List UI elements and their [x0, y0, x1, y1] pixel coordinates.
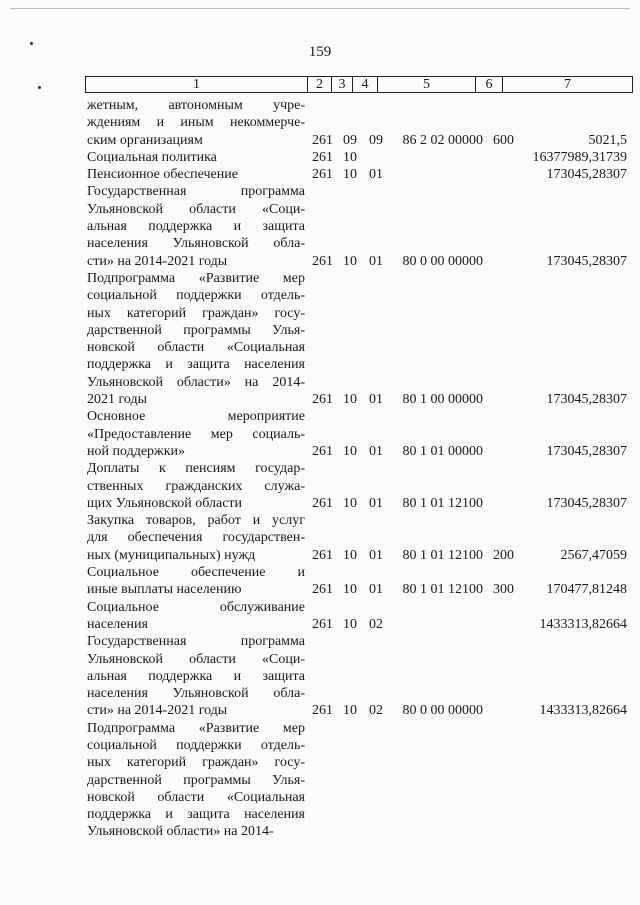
- description-line: иные выплаты населению: [87, 582, 242, 598]
- description-line: Государственная программа: [87, 184, 305, 200]
- column-header-name: 1: [86, 77, 308, 92]
- amount-cell: 16377989,31739: [532, 149, 627, 165]
- scan-speck: [38, 86, 41, 89]
- amount-cell: 2567,47059: [560, 547, 627, 563]
- description-line: альная поддержка и защита: [87, 219, 305, 235]
- column-header-admin: 2: [308, 77, 332, 92]
- description-line: Социальное обеспечение и: [87, 565, 305, 581]
- description-line: социальной поддержки отдель-: [87, 288, 305, 304]
- admin-code-cell: 261: [312, 703, 333, 719]
- description-line: населения: [87, 616, 148, 632]
- amount-cell: 1433313,82664: [539, 703, 627, 719]
- row-description: [87, 633, 305, 719]
- table-column-header-row: [85, 76, 633, 93]
- amount-cell: 173045,28307: [546, 392, 627, 408]
- row-description: [87, 97, 305, 149]
- expense-type-cell: 200: [493, 547, 514, 563]
- expense-type-cell: 300: [493, 582, 514, 598]
- table-row: [87, 149, 633, 166]
- table-row: [87, 460, 633, 512]
- column-header-expense-type: 6: [476, 77, 503, 92]
- section-cell: 10: [343, 253, 357, 269]
- table-row: [87, 633, 633, 719]
- target-article-cell: 80 0 00 00000: [402, 253, 483, 269]
- subsection-cell: 01: [369, 392, 383, 408]
- description-line: «Предоставление мер социаль-: [87, 426, 305, 442]
- description-line: социальной поддержки отдель-: [87, 737, 305, 753]
- description-line: Подпрограмма «Развитие мер: [87, 720, 305, 736]
- table-row: [87, 166, 633, 183]
- description-line: Закупка товаров, работ и услуг: [87, 513, 305, 529]
- target-article-cell: 86 2 02 00000: [402, 132, 483, 148]
- admin-code-cell: 261: [312, 443, 333, 459]
- section-cell: 10: [343, 616, 357, 632]
- amount-cell: 173045,28307: [546, 253, 627, 269]
- section-cell: 10: [343, 582, 357, 598]
- amount-cell: 5021,5: [588, 132, 627, 148]
- table-row: [87, 512, 633, 564]
- description-line: ственных гражданских служа-: [87, 478, 305, 494]
- admin-code-cell: 261: [312, 495, 333, 511]
- description-line: жетным, автономным учре-: [87, 98, 305, 113]
- description-line: щих Ульяновской области: [87, 495, 243, 511]
- row-description: [87, 599, 305, 634]
- description-line: населения Ульяновской обла-: [87, 236, 305, 252]
- admin-code-cell: 261: [312, 582, 333, 598]
- description-line: ной поддержки»: [87, 443, 185, 459]
- subsection-cell: 01: [369, 253, 383, 269]
- section-cell: 10: [343, 547, 357, 563]
- description-line: Доплаты к пенсиям государ-: [87, 461, 305, 477]
- description-line: Пенсионное обеспечение: [87, 167, 238, 183]
- description-line: альная поддержка и защита: [87, 668, 305, 684]
- row-description: [87, 183, 305, 269]
- description-line: сти» на 2014-2021 годы: [87, 703, 228, 719]
- description-line: поддержка и защита населения: [87, 357, 305, 373]
- description-line: новской области «Социальная: [87, 340, 305, 356]
- description-line: ных категорий граждан» госу-: [87, 305, 305, 321]
- row-description: [87, 270, 305, 408]
- target-article-cell: 80 1 00 00000: [402, 392, 483, 408]
- description-line: сти» на 2014-2021 годы: [87, 253, 228, 269]
- section-cell: 10: [343, 167, 357, 183]
- description-line: дарственной программы Улья-: [87, 772, 305, 788]
- description-line: Подпрограмма «Развитие мер: [87, 270, 305, 286]
- admin-code-cell: 261: [312, 547, 333, 563]
- column-header-amount: 7: [564, 77, 571, 92]
- expense-type-cell: 600: [493, 132, 514, 148]
- section-cell: 10: [343, 149, 357, 165]
- description-line: Государственная программа: [87, 634, 305, 650]
- subsection-cell: 01: [369, 582, 383, 598]
- section-cell: 10: [343, 443, 357, 459]
- description-line: 2021 годы: [87, 392, 148, 408]
- table-row: [87, 408, 633, 460]
- subsection-cell: 09: [369, 132, 383, 148]
- target-article-cell: 80 0 00 00000: [402, 703, 483, 719]
- section-cell: 09: [343, 132, 357, 148]
- description-line: населения Ульяновской обла-: [87, 686, 305, 702]
- amount-cell: 170477,81248: [546, 582, 627, 598]
- section-cell: 10: [343, 703, 357, 719]
- amount-cell: 173045,28307: [546, 167, 627, 183]
- budget-table-body: [87, 97, 633, 841]
- description-line: для обеспечения государствен-: [87, 530, 305, 546]
- admin-code-cell: 261: [312, 149, 333, 165]
- description-line: ским организациям: [87, 132, 203, 148]
- admin-code-cell: 261: [312, 132, 333, 148]
- description-line: Ульяновской области «Соци-: [87, 201, 305, 217]
- column-header-subsection: 4: [353, 77, 378, 92]
- subsection-cell: 02: [369, 703, 383, 719]
- amount-cell: 1433313,82664: [539, 616, 627, 632]
- description-line: ждениям и иным некоммерче-: [87, 115, 305, 131]
- row-description: [87, 166, 305, 183]
- subsection-cell: 01: [369, 443, 383, 459]
- scan-edge-line: [10, 8, 630, 9]
- row-description: [87, 564, 305, 599]
- section-cell: 10: [343, 495, 357, 511]
- description-line: Ульяновской области» на 2014-: [87, 374, 305, 390]
- admin-code-cell: 261: [312, 167, 333, 183]
- row-description: [87, 460, 305, 512]
- column-header-section: 3: [332, 77, 353, 92]
- table-row: [87, 270, 633, 408]
- admin-code-cell: 261: [312, 392, 333, 408]
- table-row: [87, 97, 633, 149]
- page-number: 159: [308, 44, 332, 60]
- subsection-cell: 01: [369, 547, 383, 563]
- section-cell: 10: [343, 392, 357, 408]
- description-line: ных категорий граждан» госу-: [87, 755, 305, 771]
- row-description: [87, 720, 305, 841]
- table-row: [87, 183, 633, 269]
- description-line: Основное мероприятие: [87, 409, 305, 425]
- admin-code-cell: 261: [312, 253, 333, 269]
- row-description: [87, 408, 305, 460]
- column-header-target-article: 5: [378, 77, 476, 92]
- subsection-cell: 02: [369, 616, 383, 632]
- table-row: [87, 564, 633, 599]
- admin-code-cell: 261: [312, 616, 333, 632]
- amount-cell: 173045,28307: [546, 495, 627, 511]
- description-line: ных (муниципальных) нужд: [87, 547, 256, 563]
- description-line: Ульяновской области «Соци-: [87, 651, 305, 667]
- description-line: поддержка и защита населения: [87, 807, 305, 823]
- description-line: Социальное обслуживание: [87, 599, 305, 615]
- amount-cell: 173045,28307: [546, 443, 627, 459]
- subsection-cell: 01: [369, 167, 383, 183]
- target-article-cell: 80 1 01 12100: [402, 495, 483, 511]
- row-description: [87, 149, 305, 166]
- description-line: дарственной программы Улья-: [87, 322, 305, 338]
- description-line: Социальная политика: [87, 149, 217, 165]
- subsection-cell: 01: [369, 495, 383, 511]
- table-row: [87, 599, 633, 634]
- target-article-cell: 80 1 01 12100: [402, 582, 483, 598]
- description-line: новской области «Социальная: [87, 789, 305, 805]
- target-article-cell: 80 1 01 12100: [402, 547, 483, 563]
- target-article-cell: 80 1 01 00000: [402, 443, 483, 459]
- table-row: [87, 720, 633, 841]
- description-line: Ульяновской области» на 2014-: [87, 824, 274, 840]
- row-description: [87, 512, 305, 564]
